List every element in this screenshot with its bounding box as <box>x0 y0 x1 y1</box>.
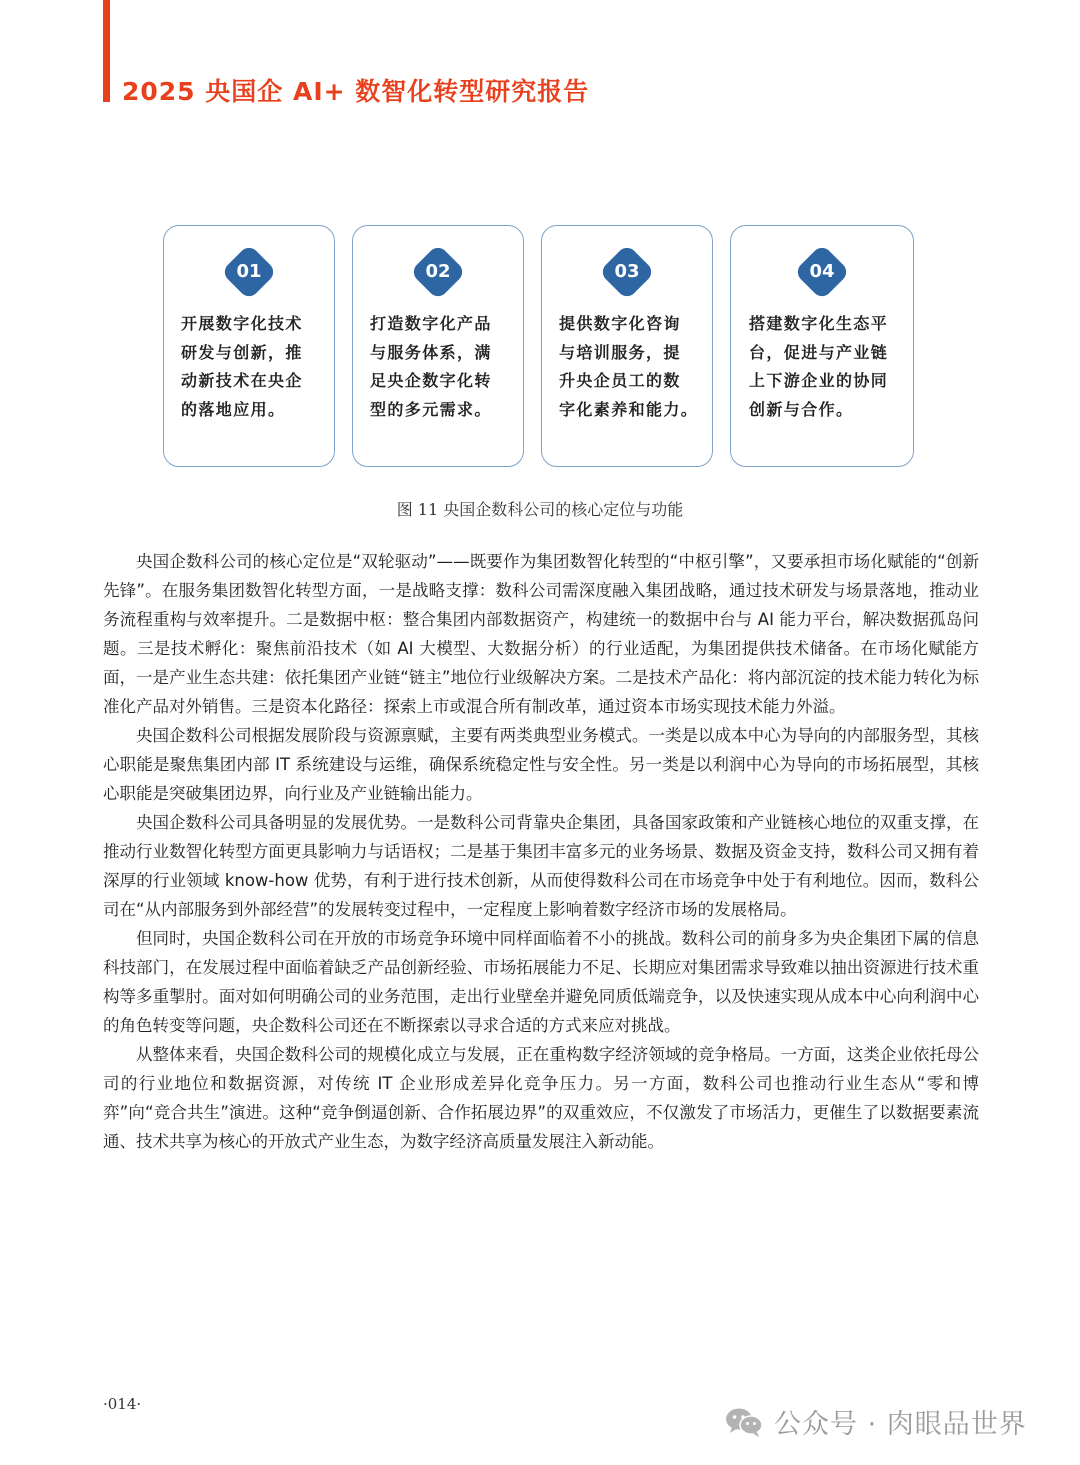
body-paragraph: 央国企数科公司根据发展阶段与资源禀赋，主要有两类典型业务模式。一类是以成本中心为导向的内部服务型，其核心职能是聚焦集团内部 IT 系统建设与运维，确保系统稳定性与安全性。另一类是以利润中心为导向的市场拓展型，其核心职能是突破集团边界，向行业及产业链输出能力。 <box>103 726 979 803</box>
function-card <box>730 225 914 467</box>
number-badge <box>220 243 278 301</box>
card-line: 与培训服务，提 <box>559 342 681 362</box>
wechat-icon <box>724 1406 764 1438</box>
body-paragraph: 从整体来看，央国企数科公司的规模化成立与发展，正在重构数字经济领域的竞争格局。一方面，这类企业依托母公司的行业地位和数据资源，对传统 IT 企业形成差异化竞争压力。另一方面，数科公司也推动行业生态从“零和博弈”向“竞合共生”演进。这种“竞争倒逼创新、合作拓展边界”的双重效应，不仅激发了市场活力，更催生了以数据要素流通、技术共享为核心的开放式产业生态，为数字经济高质量发展注入新动能。 <box>103 1045 979 1151</box>
card-line: 字化素养和能力。 <box>559 399 699 419</box>
card-line: 打造数字化产品 <box>370 314 492 333</box>
page-number: ·014· <box>103 1395 142 1413</box>
report-title: 2025 央国企 AI+ 数智化转型研究报告 <box>122 77 590 106</box>
card-line: 搭建数字化生态平 <box>749 314 889 333</box>
body-paragraph: 但同时，央国企数科公司在开放的市场竞争环境中同样面临着不小的挑战。数科公司的前身多为央企集团下属的信息科技部门，在发展过程中面临着缺乏产品创新经验、市场拓展能力不足、长期应对集团需求导致难以抽出资源进行技术重构等多重掣肘。面对如何明确公司的业务范围，走出行业壁垒并避免同质低端竞争，以及快速实现从成本中心向利润中心的角色转变等问题，央企数科公司还在不断探索以寻求合适的方式来应对挑战。 <box>103 929 979 1035</box>
card-line: 台，促进与产业链 <box>749 342 889 362</box>
card-text <box>181 310 324 424</box>
card-line: 型的多元需求。 <box>370 399 492 419</box>
card-line: 开展数字化技术 <box>181 314 303 333</box>
card-line: 升央企员工的数 <box>559 371 681 390</box>
card-line: 研发与创新，推 <box>181 342 303 362</box>
number-badge <box>598 243 656 301</box>
function-cards <box>163 225 915 469</box>
header-accent-bar <box>103 0 110 102</box>
card-line: 上下游企业的协同 <box>749 371 889 390</box>
badge-number: 04 <box>809 261 835 282</box>
body-text <box>103 547 979 1156</box>
card-line: 提供数字化咨询 <box>559 314 681 333</box>
card-text <box>749 310 903 424</box>
card-line: 足央企数字化转 <box>370 371 492 390</box>
badge-number: 01 <box>236 261 262 282</box>
badge-number: 02 <box>425 261 451 282</box>
card-text <box>559 310 702 424</box>
function-card <box>352 225 524 467</box>
number-badge <box>409 243 467 301</box>
watermark-text: 公众号 · 肉眼品世界 <box>774 1409 1027 1440</box>
watermark <box>724 1402 1027 1441</box>
body-paragraph: 央国企数科公司具备明显的发展优势。一是数科公司背靠央企集团，具备国家政策和产业链核心地位的双重支撑，在推动行业数智化转型方面更具影响力与话语权；二是基于集团丰富多元的业务场景、数据及资金支持，数科公司又拥有着深厚的行业领域 know-how 优势，有利于进行技术创新，从而使得数科公司在市场竞争中处于有利地位。因而，数科公司在“从内部服务到外部经营”的发展转变过程中，一定程度上影响着数字经济市场的发展格局。 <box>103 813 979 919</box>
card-line: 与服务体系，满 <box>370 342 492 362</box>
card-line: 动新技术在央企 <box>181 371 303 390</box>
number-badge <box>793 243 851 301</box>
card-text <box>370 310 513 424</box>
body-paragraph: 央国企数科公司的核心定位是“双轮驱动”——既要作为集团数智化转型的“中枢引擎”，又要承担市场化赋能的“创新先锋”。在服务集团数智化转型方面，一是战略支撑：数科公司需深度融入集团战略，通过技术研发与场景落地，推动业务流程重构与效率提升。二是数据中枢：整合集团内部数据资产，构建统一的数据中台与 AI 能力平台，解决数据孤岛问题。三是技术孵化：聚焦前沿技术（如 AI 大模型、大数据分析）的行业适配，为集团提供技术储备。在市场化赋能方面，一是产业生态共建：依托集团产业链“链主”地位行业级解决方案。二是技术产品化：将内部沉淀的技术能力转化为标准化产品对外销售。三是资本化路径：探索上市或混合所有制改革，通过资本市场实现技术能力外溢。 <box>103 552 979 716</box>
function-card <box>541 225 713 467</box>
card-line: 创新与合作。 <box>749 399 854 419</box>
figure-caption: 图 11 央国企数科公司的核心定位与功能 <box>396 500 684 519</box>
function-card <box>163 225 335 467</box>
card-line: 的落地应用。 <box>181 399 286 419</box>
badge-number: 03 <box>614 261 640 282</box>
